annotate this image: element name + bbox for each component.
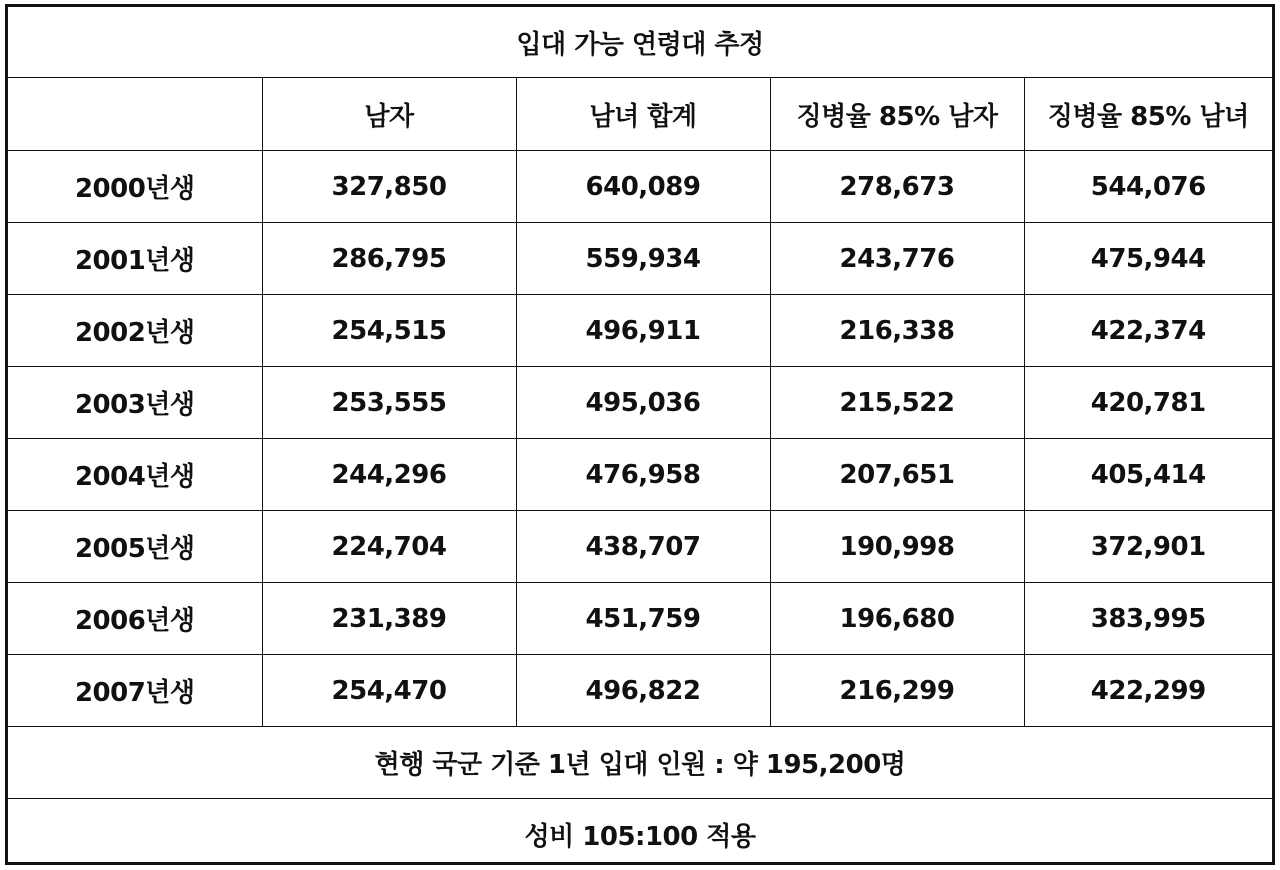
- value-cell: 286,795: [262, 223, 516, 295]
- table-row: [8, 295, 1272, 367]
- table-row: [8, 223, 1272, 295]
- table-row: [8, 655, 1272, 727]
- table-row: [8, 367, 1272, 439]
- value-cell: 243,776: [770, 223, 1024, 295]
- value-cell: 451,759: [516, 583, 770, 655]
- value-cell: 278,673: [770, 151, 1024, 223]
- table-body: [8, 7, 1272, 870]
- value-cell: 438,707: [516, 511, 770, 583]
- note-sex-ratio: 성비 105:100 적용: [8, 799, 1272, 870]
- row-label-cell: 2003년생: [8, 367, 262, 439]
- value-cell: 420,781: [1024, 367, 1272, 439]
- row-label-cell: 2000년생: [8, 151, 262, 223]
- value-cell: 216,299: [770, 655, 1024, 727]
- value-cell: 215,522: [770, 367, 1024, 439]
- table-row: [8, 151, 1272, 223]
- value-cell: 216,338: [770, 295, 1024, 367]
- value-cell: 207,651: [770, 439, 1024, 511]
- value-cell: 254,515: [262, 295, 516, 367]
- table-row: [8, 511, 1272, 583]
- row-label-cell: 2004년생: [8, 439, 262, 511]
- value-cell: 383,995: [1024, 583, 1272, 655]
- value-cell: 196,680: [770, 583, 1024, 655]
- row-label-cell: 2007년생: [8, 655, 262, 727]
- header-cell-total-85: 징병율 85% 남녀: [1024, 78, 1272, 151]
- row-label-cell: 2001년생: [8, 223, 262, 295]
- value-cell: 640,089: [516, 151, 770, 223]
- value-cell: 496,822: [516, 655, 770, 727]
- value-cell: 327,850: [262, 151, 516, 223]
- value-cell: 422,299: [1024, 655, 1272, 727]
- value-cell: 476,958: [516, 439, 770, 511]
- note-row-enlistment: [8, 727, 1272, 799]
- note-annual-enlistment: 현행 국군 기준 1년 입대 인원 : 약 195,200명: [8, 727, 1272, 799]
- table-row: [8, 583, 1272, 655]
- row-label-cell: 2006년생: [8, 583, 262, 655]
- value-cell: 231,389: [262, 583, 516, 655]
- value-cell: 496,911: [516, 295, 770, 367]
- header-cell-total: 남녀 합계: [516, 78, 770, 151]
- value-cell: 544,076: [1024, 151, 1272, 223]
- value-cell: 244,296: [262, 439, 516, 511]
- value-cell: 475,944: [1024, 223, 1272, 295]
- value-cell: 190,998: [770, 511, 1024, 583]
- enlistment-table-frame: [5, 4, 1275, 865]
- row-label-cell: 2005년생: [8, 511, 262, 583]
- title-row: [8, 7, 1272, 78]
- header-row: [8, 78, 1272, 151]
- row-label-cell: 2002년생: [8, 295, 262, 367]
- value-cell: 422,374: [1024, 295, 1272, 367]
- value-cell: 495,036: [516, 367, 770, 439]
- value-cell: 372,901: [1024, 511, 1272, 583]
- table-row: [8, 439, 1272, 511]
- header-cell-male: 남자: [262, 78, 516, 151]
- header-cell-empty: [8, 78, 262, 151]
- value-cell: 405,414: [1024, 439, 1272, 511]
- value-cell: 224,704: [262, 511, 516, 583]
- table-title: 입대 가능 연령대 추정: [8, 7, 1272, 78]
- header-cell-male-85: 징병율 85% 남자: [770, 78, 1024, 151]
- value-cell: 254,470: [262, 655, 516, 727]
- enlistment-estimate-table: [8, 7, 1272, 870]
- note-row-sex-ratio: [8, 799, 1272, 870]
- value-cell: 253,555: [262, 367, 516, 439]
- value-cell: 559,934: [516, 223, 770, 295]
